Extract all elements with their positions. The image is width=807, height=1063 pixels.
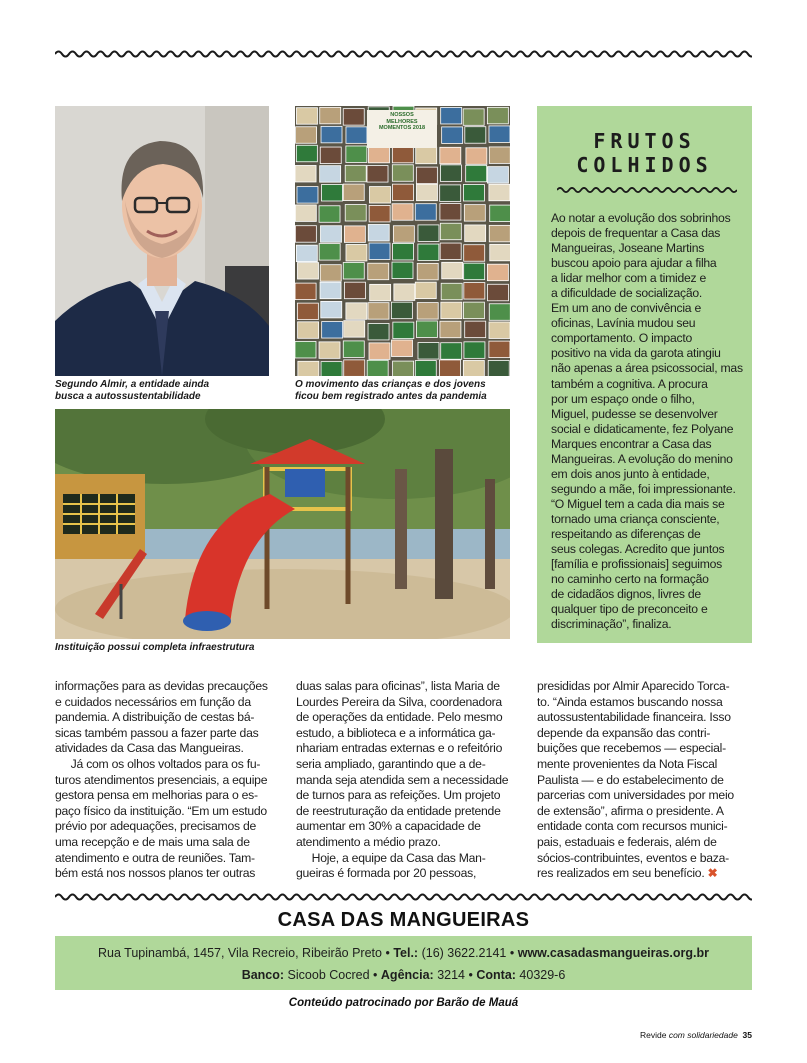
- sidebar-line: “O Miguel tem a cada dia mais se: [551, 496, 725, 511]
- sidebar-line: seus colegas. Acredito que juntos: [551, 542, 725, 557]
- article-line: de reestruturação da entidade pretende: [296, 803, 501, 818]
- collage-photo: [295, 106, 510, 376]
- organization-name: CASA DAS MANGUEIRAS: [277, 909, 530, 931]
- article-line: Hoje, a equipe da Casa das Man-: [296, 850, 486, 865]
- article-line: depende da expansão das contri-: [537, 725, 711, 740]
- article-line: pandemia. A distribuição de cestas bá-: [55, 710, 255, 725]
- page-number: 35: [742, 1030, 752, 1040]
- article-line-last: [537, 866, 752, 882]
- separator: •: [385, 946, 390, 960]
- article-line: paço físico da instituição. “Em um estudo: [55, 803, 267, 818]
- sidebar-line: comportamento. O impacto: [551, 331, 692, 346]
- sidebar-wave-divider: [557, 185, 737, 195]
- article-line: manda seja atendida sem a necessidade: [296, 772, 509, 787]
- sidebar-line: social e didaticamente, fez Polyane: [551, 421, 734, 436]
- sidebar-line: a dificuldade de socialização.: [551, 286, 703, 301]
- sidebar-line: a lidar melhor com a timidez e: [551, 271, 707, 286]
- article-line: de turnos para as refeições. Um projeto: [296, 788, 501, 803]
- article-line: prévio por adequações, precisamos de: [55, 819, 257, 834]
- sidebar-line: positivo na vida da garota atingiu: [551, 346, 721, 361]
- sidebar-line: de cidadãos dignos, livres de: [551, 587, 701, 602]
- sidebar-line: [família e profissionais] seguimos: [551, 557, 723, 572]
- sidebar-line: qualquer tipo de preconceito e: [551, 602, 708, 617]
- article-line: gueiras é formada por 20 pessoas,: [296, 866, 477, 881]
- tel-value: (16) 3622.2141: [421, 946, 507, 960]
- sidebar-line: respeitando as diferenças de: [551, 526, 701, 541]
- article-line: de extensão”, afirma o presidente. A: [537, 803, 724, 818]
- account-value: 40329-6: [519, 968, 566, 982]
- article-line: estudo, a biblioteca e a informática ga-: [296, 725, 496, 740]
- sidebar-line: Marques encontrar a Casa das: [551, 436, 712, 451]
- sidebar-line: buscou apoio para ajudar a filha: [551, 256, 717, 271]
- article-line: to. “Ainda estamos buscando nossa: [537, 694, 723, 709]
- sidebar-line: não apenas a área psicossocial, mas: [551, 361, 743, 376]
- collage-caption: O movimento das crianças e dos jovens ficou bem registrado antes da pandemia: [295, 379, 487, 402]
- article-line: gestora pensa em melhorias para o es-: [55, 788, 258, 803]
- agency-value: 3214: [437, 968, 465, 982]
- collage-banner: NOSSOS MELHORES MOMENTOS 2018: [378, 112, 426, 131]
- sidebar-line: depois de frequentar a Casa das: [551, 226, 721, 241]
- folio-section: com solidariedade: [668, 1030, 738, 1040]
- sidebar-body: [551, 211, 746, 632]
- portrait-caption: Segundo Almir, a entidade ainda busca a autossustentabilidade: [55, 379, 210, 402]
- top-wave-divider: [55, 48, 752, 60]
- article-column-2: [296, 679, 511, 882]
- article-line: Já com os olhos voltados para os fu-: [55, 756, 261, 771]
- article-line: informações para as devidas precauções: [55, 679, 268, 693]
- sidebar-title-line1: FRUTOS: [593, 129, 696, 153]
- article-line: autossustentabilidade financeira. Isso: [537, 710, 731, 725]
- sidebar-line: também a cognitiva. A procura: [551, 376, 708, 391]
- contact-line: [55, 946, 752, 960]
- sidebar-line: tornado uma criança consciente,: [551, 511, 720, 526]
- article-line: atendimento a médio prazo.: [296, 834, 441, 849]
- bank-value: Sicoob Cocred: [287, 968, 370, 982]
- article-line: bém está nos nossos planos ter outras: [55, 866, 256, 881]
- playground-photo: [55, 409, 510, 639]
- sidebar-line: segundo a mãe, foi impressionante.: [551, 481, 736, 496]
- article-line: mente provenientes da Nota Fiscal: [537, 756, 718, 771]
- article-line: turos atendimentos presenciais, a equipe: [55, 772, 268, 787]
- article-column-3: [537, 679, 752, 882]
- article-line: seria ampliado, garantindo que a de-: [296, 756, 486, 771]
- page-folio: [640, 1030, 752, 1040]
- bank-label: Banco:: [241, 968, 285, 982]
- article-line: e cuidados necessários em função da: [55, 694, 251, 709]
- article-line: nhariam entradas externas e o refeitório: [296, 741, 503, 756]
- tel-label: Tel.:: [393, 946, 419, 960]
- separator: •: [373, 968, 378, 982]
- account-label: Conta:: [476, 968, 516, 982]
- article-line: atividades da Casa das Mangueiras.: [55, 741, 244, 756]
- article-line: parcerias com universidades por meio: [537, 788, 734, 803]
- sidebar-line: oficinas, Lavínia mudou seu: [551, 316, 696, 331]
- bottom-wave-divider: [55, 891, 752, 903]
- sponsor-note: Conteúdo patrocinado por Barão de Mauá: [288, 997, 519, 1009]
- article-line: aumentar em 30% a capacidade de: [296, 819, 481, 834]
- article-line: pais, estaduais e federais, além de: [537, 834, 717, 849]
- article-column-1: [55, 679, 270, 882]
- address-text: Rua Tupinambá, 1457, Vila Recreio, Ribeirão Preto: [97, 946, 382, 960]
- sidebar-line: Mangueiras. A evolução do menino: [551, 451, 733, 466]
- separator: •: [468, 968, 473, 982]
- sidebar-line: Ao notar a evolução dos sobrinhos: [551, 211, 731, 225]
- article-line: buições que recebemos — especial-: [537, 741, 726, 756]
- article-line: duas salas para oficinas”, lista Maria de: [296, 679, 500, 693]
- sidebar-line: por um espaço onde o filho,: [551, 391, 695, 406]
- article-line: de operações da entidade. Pelo mesmo: [296, 710, 503, 725]
- article-line: Lourdes Pereira da Silva, coordenadora: [296, 694, 502, 709]
- article-line: atendimento e outra de reuniões. Tam-: [55, 850, 255, 865]
- sidebar-line: Mangueiras, Joseane Martins: [551, 241, 705, 256]
- portrait-photo: [55, 106, 269, 376]
- sidebar-line: discriminação”, finaliza.: [551, 617, 672, 632]
- separator: •: [509, 946, 515, 960]
- sidebar-line: em dois anos junto à entidade,: [551, 466, 710, 481]
- article-line: presididas por Almir Aparecido Torca-: [537, 679, 730, 693]
- end-mark-icon: ✖: [707, 866, 718, 881]
- article-line: uma recepção e de mais uma sala de: [55, 834, 250, 849]
- sidebar-title-line2: COLHIDOS: [576, 153, 713, 177]
- bank-line: [55, 968, 752, 982]
- sidebar-line: no caminho certo na formação: [551, 572, 709, 587]
- sidebar-line: Em um ano de convivência e: [551, 301, 701, 316]
- agency-label: Agência:: [380, 968, 434, 982]
- article-line: entidade conta com recursos munici-: [537, 819, 728, 834]
- playground-caption: Instituição possui completa infraestrutura: [55, 642, 255, 653]
- website-link[interactable]: www.casadasmangueiras.org.br: [517, 946, 710, 960]
- article-line: sicas também passou a fazer parte das: [55, 725, 259, 740]
- folio-magazine: Revide: [639, 1030, 667, 1040]
- contact-info-box: [55, 936, 752, 990]
- sidebar-line: Miguel, pudesse se desenvolver: [551, 406, 718, 421]
- article-line: res realizados em seu benefício.: [537, 866, 705, 881]
- article-line: sócios-contribuintes, eventos e baza-: [537, 850, 729, 865]
- article-line: Paulista — e do estabelecimento de: [537, 772, 724, 787]
